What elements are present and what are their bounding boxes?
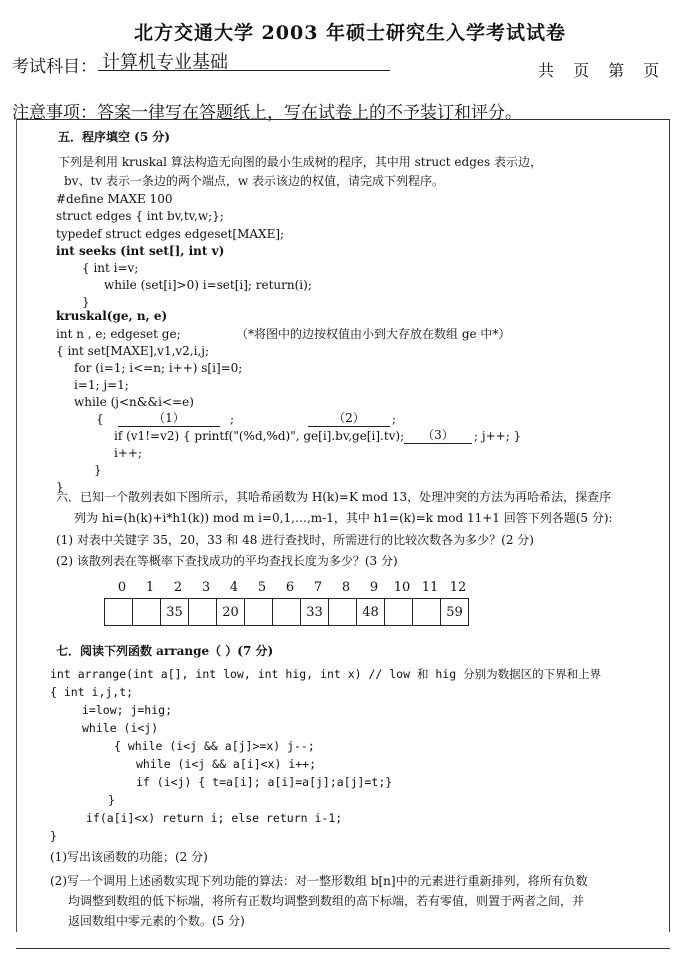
code-line: struct edges { int bv,tv,w;}; bbox=[56, 209, 224, 223]
code-line: typedef struct edges edgeset[MAXE]; bbox=[56, 227, 285, 241]
hash-cell bbox=[385, 599, 413, 626]
q6-line-2: 列为 hi=(h(k)+i*h1(k)) mod m i=0,1,…,m-1，其中 h1=(k)=k mod 11+1 回答下列各题(5 分): bbox=[74, 511, 613, 525]
hash-index: 6 bbox=[285, 580, 295, 595]
hash-index: 3 bbox=[201, 580, 211, 595]
notice: 注意事项：答案一律写在答题纸上，写在试卷上的不予装订和评分。 bbox=[12, 103, 522, 123]
hash-cell bbox=[245, 599, 273, 626]
hash-index: 11 bbox=[421, 580, 439, 595]
code-line: if(a[i]<x) return i; else return i-1; bbox=[86, 811, 343, 825]
code-line: i++; bbox=[114, 446, 142, 460]
code-line: int n , e; edgeset ge; bbox=[56, 327, 181, 341]
code-line: int arrange(int a[], int low, int hig, int x) // low 和 hig 分别为数据区的下界和上界 bbox=[50, 667, 602, 681]
q5-desc-1: 下列是利用 kruskal 算法构造无向图的最小生成树的程序，其中用 struct edges 表示边， bbox=[58, 155, 542, 169]
q6-sub-2: (2) 该散列表在等概率下查找成功的平均查找长度为多少？(3 分) bbox=[56, 554, 398, 568]
hash-cell: 48 bbox=[357, 599, 385, 626]
code-line: { int i=v; bbox=[82, 261, 139, 275]
hash-cell bbox=[105, 599, 133, 626]
q5-desc-2: bv、tv 表示一条边的两个端点，w 表示该边的权值，请完成下列程序。 bbox=[64, 174, 444, 188]
subject-label: 考试科目： bbox=[12, 57, 97, 77]
q7-sub-2c: 返回数组中零元素的个数。(5 分) bbox=[68, 914, 245, 928]
bottom-rule bbox=[16, 948, 670, 949]
subject-underline bbox=[98, 70, 390, 71]
code-line: { while (i<j && a[j]>=x) j--; bbox=[114, 739, 315, 753]
code-line: while (set[i]>0) i=set[i]; return(i); bbox=[104, 278, 312, 292]
hash-cell: 33 bbox=[301, 599, 329, 626]
hash-index: 5 bbox=[257, 580, 267, 595]
hash-index: 12 bbox=[449, 580, 467, 595]
code-line: if (v1!=v2) { printf("(%d,%d)", ge[i].bv,ge[i].tv); bbox=[114, 429, 405, 443]
q7-sub-2b: 均调整到数组的低下标端，将所有正数均调整到数组的高下标端，若有零值，则置于两者之间，并 bbox=[68, 894, 585, 908]
hash-index: 9 bbox=[369, 580, 379, 595]
subject-value: 计算机专业基础 bbox=[102, 52, 228, 73]
hash-index: 2 bbox=[173, 580, 183, 595]
q6-sub-1: (1) 对表中关键字 35，20，33 和 48 进行查找时，所需进行的比较次数各为多少？(2 分) bbox=[56, 533, 534, 547]
hash-index: 7 bbox=[313, 580, 323, 595]
hash-cell bbox=[329, 599, 357, 626]
exam-title: 北方交通大学 2003 年硕士研究生入学考试试卷 bbox=[133, 22, 567, 44]
code-line: if (i<j) { t=a[i]; a[i]=a[j];a[j]=t;} bbox=[136, 775, 393, 789]
hash-cell: 59 bbox=[441, 599, 469, 626]
hash-index: 10 bbox=[393, 580, 411, 595]
blank-2: （2） bbox=[308, 409, 390, 427]
code-line: ; bbox=[392, 412, 397, 426]
code-line: int seeks (int set[], int v) bbox=[56, 244, 225, 258]
hash-cell bbox=[273, 599, 301, 626]
code-comment: （*将图中的边按权值由小到大存放在数组 ge 中*） bbox=[236, 327, 511, 341]
hash-cell bbox=[189, 599, 217, 626]
code-line: } bbox=[108, 793, 115, 807]
q7-sub-1: (1)写出该函数的功能；(2 分) bbox=[50, 850, 208, 864]
page-count: 共 页 第 页 bbox=[538, 61, 660, 80]
code-line: { int set[MAXE],v1,v2,i,j; bbox=[56, 344, 210, 358]
code-line: #define MAXE 100 bbox=[56, 192, 173, 206]
code-line: } bbox=[56, 480, 64, 494]
hash-index: 8 bbox=[341, 580, 351, 595]
code-line: ; bbox=[230, 412, 235, 426]
hash-table bbox=[104, 598, 469, 626]
q7-title: 七．阅读下列函数 arrange（ ）(7 分) bbox=[56, 644, 274, 658]
hash-index: 4 bbox=[229, 580, 239, 595]
code-line: while (i<j) bbox=[82, 721, 159, 735]
q5-title: 五．程序填空 (5 分) bbox=[58, 130, 171, 144]
code-line: while (j<n&&i<=e) bbox=[74, 395, 194, 409]
hash-index: 0 bbox=[117, 580, 127, 595]
code-line: while (i<j && a[i]<x) i++; bbox=[136, 757, 317, 771]
blank-3: （3） bbox=[404, 426, 472, 444]
code-line: ; j++; } bbox=[474, 429, 522, 443]
blank-1: （1） bbox=[118, 409, 220, 427]
hash-cell: 35 bbox=[161, 599, 189, 626]
code-line: } bbox=[94, 463, 102, 477]
q7-sub-2a: (2)写一个调用上述函数实现下列功能的算法：对一整形数组 b[n]中的元素进行重新排列，将所有负数 bbox=[50, 874, 588, 888]
hash-cell bbox=[413, 599, 441, 626]
code-line: { int i,j,t; bbox=[50, 685, 134, 699]
hash-cell bbox=[133, 599, 161, 626]
code-line: kruskal(ge, n, e) bbox=[56, 309, 168, 323]
q6-line-1: 六．已知一个散列表如下图所示，其哈希函数为 H(k)=K mod 13，处理冲突的方法为再哈希法，探查序 bbox=[56, 490, 612, 504]
code-line: } bbox=[82, 295, 90, 309]
code-line: for (i=1; i<=n; i++) s[i]=0; bbox=[74, 361, 243, 375]
code-line: { bbox=[96, 412, 104, 426]
code-line: i=1; j=1; bbox=[74, 378, 129, 392]
code-line: i=low; j=hig; bbox=[82, 703, 173, 717]
hash-cell: 20 bbox=[217, 599, 245, 626]
hash-index: 1 bbox=[145, 580, 155, 595]
code-line: } bbox=[50, 829, 57, 843]
